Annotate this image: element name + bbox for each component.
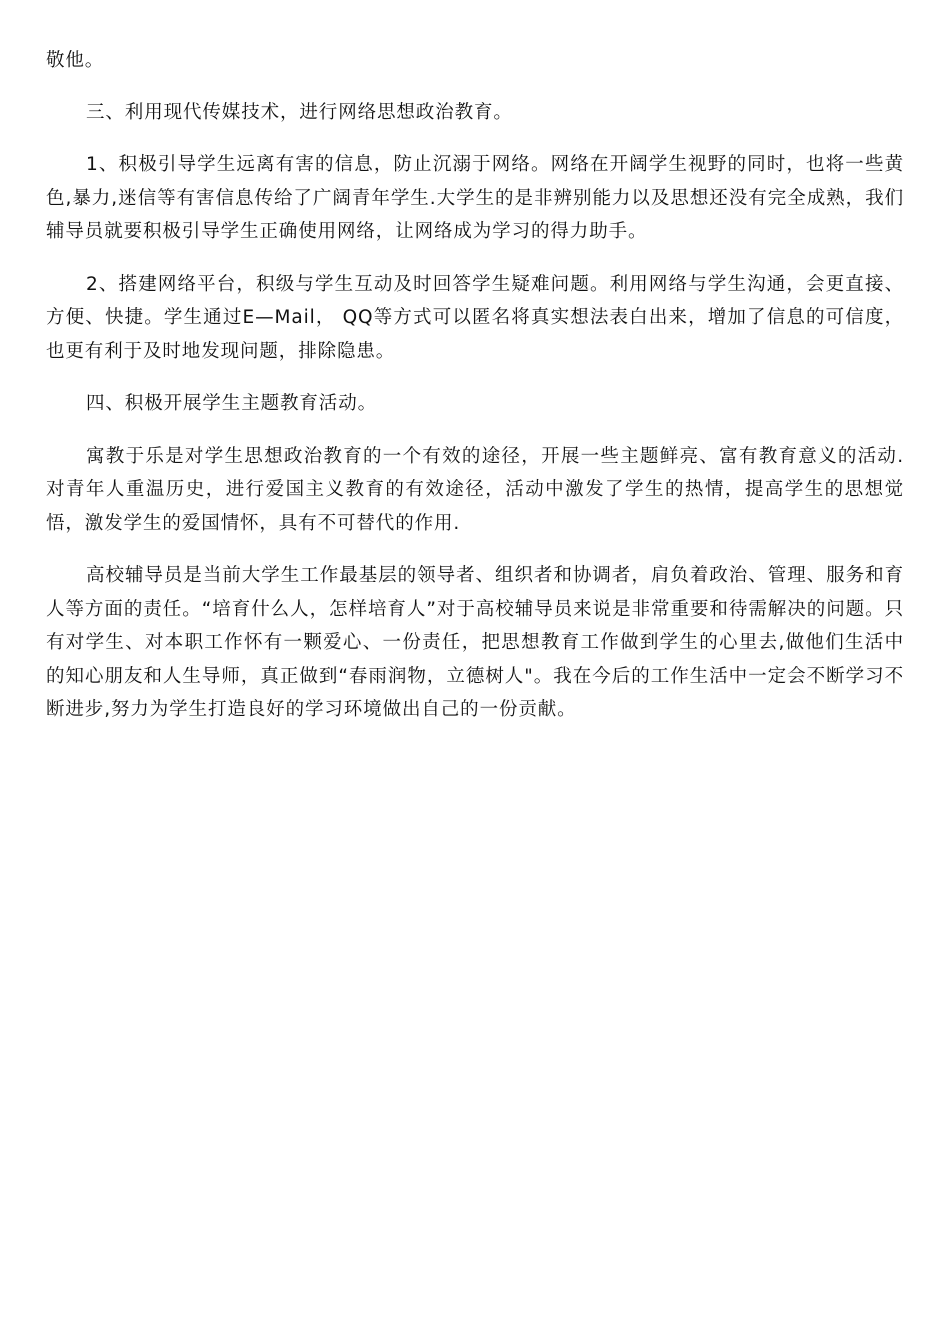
paragraph-item-1: 1、积极引导学生远离有害的信息，防止沉溺于网络。网络在开阔学生视野的同时，也将一些黄色,暴力,迷信等有害信息传给了广阔青年学生.大学生的是非辨别能力以及思想还没有完全成熟，我们辅导员就要积极引导学生正确使用网络，让网络成为学习的得力助手。 bbox=[46, 154, 904, 242]
paragraph-continuation: 敬他。 bbox=[46, 50, 105, 71]
paragraph-item-2: 2、搭建网络平台，积级与学生互动及时回答学生疑难问题。利用网络与学生沟通，会更直接、方便、快捷。学生通过E—Mail， QQ等方式可以匿名将真实想法表白出来，增加了信息的可信度，也更有利于及时地发现问题，排除隐患。 bbox=[46, 273, 904, 362]
document-body bbox=[46, 44, 904, 746]
section-heading-three: 三、利用现代传媒技术，进行网络思想政治教育。 bbox=[86, 101, 513, 123]
section-heading-four: 四、积极开展学生主题教育活动。 bbox=[86, 393, 378, 414]
paragraph-education-activities: 寓教于乐是对学生思想政治教育的一个有效的途径，开展一些主题鲜亮、富有教育意义的活动.对青年人重温历史，进行爱国主义教育的有效途径，活动中激发了学生的热情，提高学生的思想觉悟，激发学生的爱国情怀，具有不可替代的作用. bbox=[46, 445, 904, 534]
paragraph-conclusion: 高校辅导员是当前大学生工作最基层的领导者、组织者和协调者，肩负着政治、管理、服务和育人等方面的责任。“培育什么人，怎样培育人”对于高校辅导员来说是非常重要和待需解决的问题。只有对学生、对本职工作怀有一颗爱心、一份责任，把思想教育工作做到学生的心里去,做他们生活中的知心朋友和人生导师，真正做到“春雨润物，立德树人"。我在今后的工作生活中一定会不断学习不断进步,努力为学生打造良好的学习环境做出自己的一份贡献。 bbox=[46, 565, 904, 720]
